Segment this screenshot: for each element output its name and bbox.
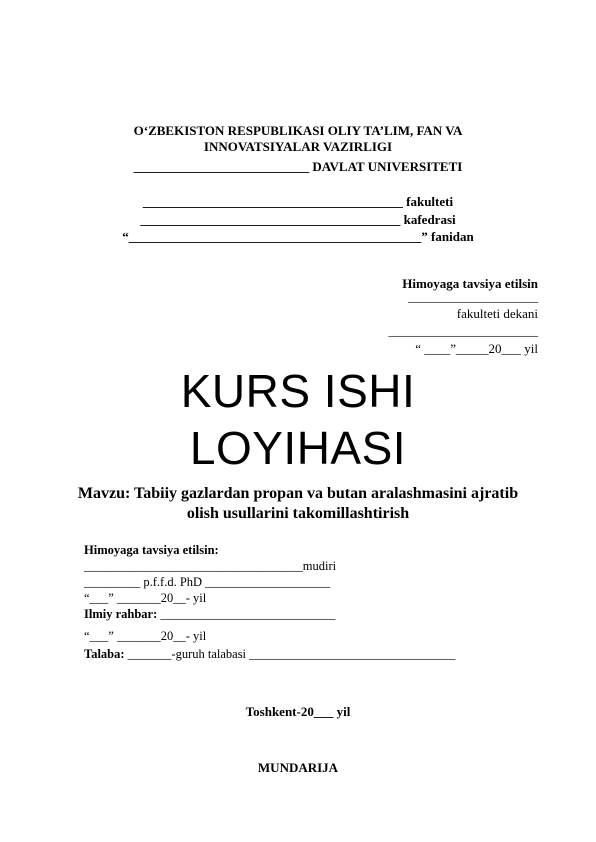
topic-line-2: olish usullarini takomillashtirish [186,505,410,522]
department-line: ________________________________________ kafedrasi [140,212,456,227]
approval-line-1: ____________________ [408,289,538,304]
date-line-2: “___” _______20__- yil [84,629,207,643]
ministry-line-2: INNOVATSIYALAR VAZIRLIGI [203,139,393,154]
student-row [84,647,455,662]
student-label: Talaba: [84,647,125,661]
ministry-line-1: O‘ZBEKISTON RESPUBLIKASI OLIY TA’LIM, FAN VA [133,123,463,138]
degree-line: _________ p.f.f.d. PhD ____________________ [84,575,331,589]
approval-heading: Himoyaga tavsiya etilsin [402,276,538,291]
university-line: ___________________________ DAVLAT UNIVERSITETI [133,159,463,174]
supervisor-row [84,607,335,622]
approval-line-2: _______________________ [388,323,538,338]
supervisor-label: Ilmiy rahbar: [84,607,158,621]
title-line-1: KURS ISHI [180,365,416,417]
subject-line: “_____________________________________________” fanidan [122,229,474,244]
dean-label: fakulteti dekani [456,306,538,321]
date-line-1: “___” _______20__- yil [84,591,207,605]
topic-line-1: Mavzu: Tabiiy gazlardan propan va butan aralashmasini ajratib [77,485,519,502]
title-line-2: LOYIHASI [189,422,407,474]
signatures-heading: Himoyaga tavsiya etilsin: [84,543,219,557]
student-line: _______-guruh talabasi _________________________________ [124,647,456,661]
faculty-line: ________________________________________ fakulteti [142,194,454,209]
contents-heading: MUNDARIJA [257,760,339,775]
city-year: Toshkent-20___ yil [245,704,351,719]
head-of-department-line: ___________________________________mudiri [84,559,337,573]
supervisor-line: ____________________________ [157,607,336,621]
approval-date: “ ____”_____20___ yil [415,341,538,356]
